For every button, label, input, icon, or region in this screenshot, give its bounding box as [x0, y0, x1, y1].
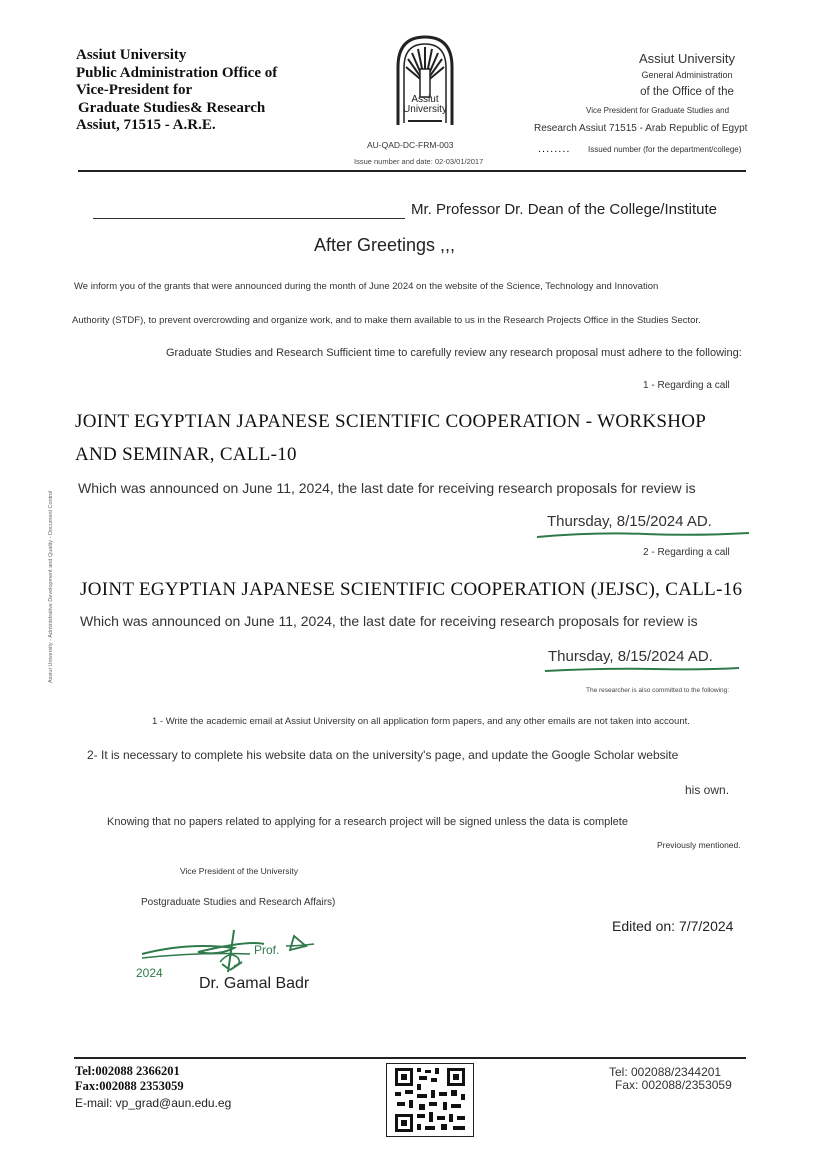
call1-date: Thursday, 8/15/2024 AD.	[547, 513, 712, 530]
issued-dots: ........	[538, 143, 571, 155]
call1-title-line1: JOINT EGYPTIAN JAPANESE SCIENTIFIC COOPERATION - WORKSHOP	[75, 411, 707, 432]
knowing-note: Knowing that no papers related to applying for a research project will be signed unless the data is complete	[107, 816, 628, 828]
signature-year: 2024	[136, 966, 163, 980]
requirement-2-cont: his own.	[685, 783, 730, 797]
intro-line-3: Graduate Studies and Research Sufficient time to carefully review any research proposal must adhere to the following:	[166, 347, 742, 359]
call1-date-underline	[535, 528, 753, 542]
address-line: Assiut, 71515 - A.R.E.	[76, 117, 216, 133]
footer-right-block	[609, 1066, 732, 1092]
address-line-right: Research Assiut 71515 - Arab Republic of Egypt	[534, 123, 748, 134]
signatory-title-1: Vice President of the University	[180, 866, 298, 876]
signatory-title-2: Postgraduate Studies and Research Affairs)	[141, 897, 336, 908]
footer-tel-right: Tel: 002088/2344201	[609, 1065, 722, 1079]
greeting: After Greetings ,,,	[314, 235, 456, 255]
office-of-line: of the Office of the	[640, 86, 734, 98]
footer-left-block	[75, 1064, 184, 1094]
header-left-block	[76, 47, 277, 135]
footer-fax-right: Fax: 002088/2353059	[615, 1078, 732, 1092]
side-note: Assiut University - Administrative Development and Quality - Document Control	[48, 490, 54, 683]
signature-prof: Prof.	[254, 943, 280, 957]
call1-label: 1 - Regarding a call	[643, 380, 730, 391]
office-line: Public Administration Office of	[76, 64, 278, 81]
form-code: AU-QAD-DC-FRM-003	[367, 140, 454, 150]
requirement-1: 1 - Write the academic email at Assiut University on all application form papers, and any other emails are not taken into account.	[152, 716, 690, 727]
issue-number: Issue number and date: 02-03/01/2017	[354, 157, 484, 166]
committed-note: The researcher is also committed to the following:	[586, 687, 730, 694]
handwritten-signature	[138, 922, 322, 980]
footer-rule	[74, 1057, 746, 1059]
qr-code	[386, 1063, 474, 1137]
edited-on: Edited on: 7/7/2024	[612, 918, 734, 934]
intro-line-2: Authority (STDF), to prevent overcrowding and organize work, and to make them available to us in the Research Projects Office in the Studies Sector.	[72, 315, 701, 326]
university-name-left: Assiut University	[76, 47, 187, 63]
call1-text: Which was announced on June 11, 2024, the last date for receiving research proposals for review is	[78, 480, 696, 496]
logo-line-2: University	[403, 104, 447, 115]
requirement-2: 2- It is necessary to complete his website data on the university's page, and update the Google Scholar website	[87, 748, 679, 762]
logo-line-1: Assiut	[411, 94, 439, 105]
issued-number-label: Issued number (for the department/college)	[588, 145, 742, 154]
footer-fax: Fax:002088 2353059	[75, 1079, 184, 1093]
university-logo	[392, 33, 458, 127]
intro-line-1: We inform you of the grants that were announced during the month of June 2024 on the website of the Science, Technology and Innovation	[74, 281, 659, 292]
university-name-right: Assiut University	[638, 51, 736, 66]
call2-text: Which was announced on June 11, 2024, the last date for receiving research proposals for review is	[80, 613, 698, 629]
call2-date-underline	[543, 664, 743, 676]
call1-title-line2: AND SEMINAR, CALL-10	[75, 444, 297, 465]
call2-date: Thursday, 8/15/2024 AD.	[548, 648, 713, 665]
signatory-name: Dr. Gamal Badr	[199, 975, 310, 992]
header-rule	[78, 170, 746, 172]
grad-line: Graduate Studies& Research	[78, 99, 266, 116]
vp-line: Vice-President for	[76, 82, 193, 98]
previously-mentioned: Previously mentioned.	[657, 840, 741, 850]
addressee-blank-line	[93, 218, 405, 219]
vp-line-right: Vice President for Graduate Studies and	[586, 106, 730, 115]
addressee: Mr. Professor Dr. Dean of the College/Institute	[411, 201, 717, 218]
call2-title: JOINT EGYPTIAN JAPANESE SCIENTIFIC COOPERATION (JEJSC), CALL-16	[80, 579, 743, 600]
call2-label: 2 - Regarding a call	[643, 547, 730, 558]
footer-email: E-mail: vp_grad@aun.edu.eg	[75, 1096, 232, 1110]
footer-tel: Tel:002088 2366201	[75, 1064, 180, 1078]
general-admin-line: General Administration	[641, 70, 733, 80]
